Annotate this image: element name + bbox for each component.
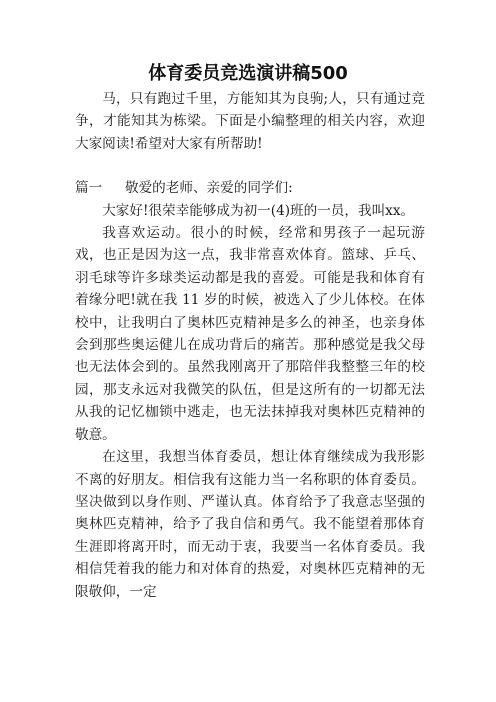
- body-paragraph-candidacy: 在这里，我想当体育委员，想让体育继续成为我形影不离的好朋友。相信我有这能力当一名称职的体育委员。坚决做到以身作则、严谨认真。体育给予了我意志坚强的奥林匹克精神，给予了我自信和勇气。我不能望着那体育生涯即将离开时，而无动于衷，我要当一名体育委员。我相信凭着我的能力和对体育的热爱，对奥林匹克精神的无限敬仰，一定: [75, 449, 425, 600]
- intro-paragraph: 马，只有跑过千里，方能知其为良驹;人，只有通过竞争，才能知其为栋梁。下面是小编整理的相关内容，欢迎大家阅读!希望对大家有所帮助!: [75, 91, 425, 152]
- document-title: 体育委员竞选演讲稿500: [148, 63, 348, 84]
- body-paragraph-greeting: 大家好!很荣幸能够成为初一(4)班的一员，我叫xx。: [102, 202, 415, 219]
- section-heading-line: [75, 177, 425, 199]
- salutation: 敬爱的老师、亲爱的同学们:: [125, 180, 293, 197]
- section-label: 篇一: [75, 180, 103, 197]
- document-body: [75, 88, 425, 603]
- paragraph-gap: [75, 155, 425, 177]
- body-paragraph-sports: 我喜欢运动。很小的时候，经常和男孩子一起玩游戏，也正是因为这一点，我非常喜欢体育。篮球、乒乓、羽毛球等许多球类运动都是我的喜爱。可能是我和体育有着缘分吧!就在我 11 岁的时候，被选入了少儿体校。在体校中，让我明白了奥林匹克精神是多么的神圣，也亲身体会到那些奥运健儿在成功背后的痛苦。那种感觉是我父母也无法体会到的。虽然我刚离开了那陪伴我整整三年的校园，那支永远对我微笑的队伍，但是这所有的一切都无法从我的记忆枷锁中逃走，也无法抹掉我对奥林匹克精神的敬意。: [75, 225, 425, 443]
